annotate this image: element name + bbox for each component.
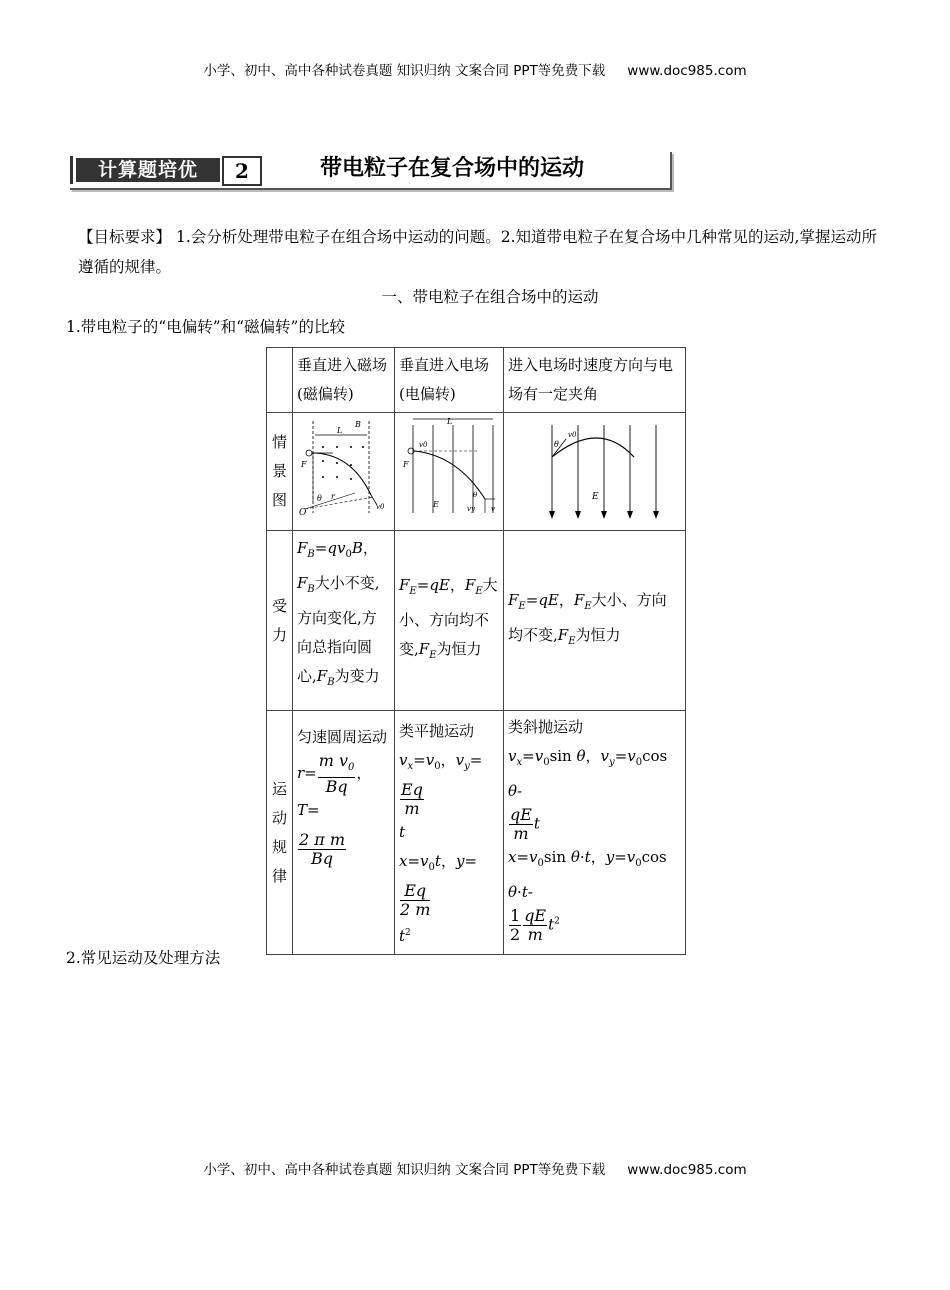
fig1-label-o: O <box>299 508 307 518</box>
motion-electric: 类平抛运动 $v_x=v_0$，$v_y=$ $\frac{Eq}{m}$ t $x=v_0t$，y= $\frac{Eq}{2 m}$ $t^2$ <box>395 711 504 955</box>
item-2-heading: 2.常见运动及处理方法 <box>66 949 221 967</box>
row-header-motion: 运动规律 <box>267 711 293 955</box>
fig2-label-v0: v0 <box>419 441 428 449</box>
banner-number: 2 <box>222 156 262 186</box>
motion-oblique-displacement: $x=v_0\sin$ θ·t，$y=v_0\cos$ θ·t- <box>508 848 667 901</box>
motion-oblique-label: 类斜抛运动 <box>508 718 584 736</box>
motion-electric-label: 类平抛运动 <box>399 722 475 740</box>
fig2-label-v: v <box>491 505 495 513</box>
banner-title: 带电粒子在复合场中的运动 <box>320 156 585 181</box>
fig2-label-f: F <box>403 460 409 469</box>
goal-text: 1.会分析处理带电粒子在组合场中运动的问题。2.知道带电粒子在复合场中几种常见的运动,掌握运动所遵循的规律。 <box>78 228 877 276</box>
fig2-label-e: E <box>433 500 439 509</box>
force-oblique: $F_E=qE$，$F_E$大小、方向均不变$,F_E$为恒力 <box>504 531 686 711</box>
row-header-figure: 情景图 <box>267 413 293 531</box>
comparison-table <box>266 347 686 955</box>
banner-bar <box>70 156 73 184</box>
header-site[interactable]: www.doc985.com <box>627 63 747 79</box>
fig3-label-theta: θ <box>554 440 559 449</box>
section-heading: 一、带电粒子在组合场中的运动 <box>381 288 599 306</box>
motion-magnetic-period: $\frac{\text{2 π m}}{Bq}$ <box>299 830 346 869</box>
figure-oblique-cell <box>504 413 686 531</box>
fig3-label-e: E <box>592 492 599 502</box>
footer-text: 小学、初中、高中各种试卷真题 知识归纳 文案合同 PPT等免费下载 <box>203 1162 606 1178</box>
force-oblique-desc: 大小、方向均不变, <box>508 590 667 644</box>
motion-magnetic-radius: r= $\frac{m v_0}{Bq}$ ，T= <box>297 751 372 820</box>
banner-label: 计算题培优 <box>76 158 220 182</box>
fig1-label-v0: v0 <box>376 503 385 511</box>
figure-magnetic-cell <box>293 413 395 531</box>
fig1-label-r: r <box>331 492 335 501</box>
row-header-force: 受力 <box>267 531 293 711</box>
col-header-magnetic: 垂直进入磁场(磁偏转) <box>293 348 395 413</box>
magnetic-deflection-figure <box>293 413 393 529</box>
fig3-label-v0: v0 <box>568 431 577 439</box>
force-electric-desc: 大小、方向均不变, <box>399 576 498 658</box>
motion-oblique-velocity: $v_x=v_0\sin$ θ，$v_y=v_0\cos$ θ- <box>508 747 668 800</box>
force-magnetic-desc: 大小不变,方向变化,方向总指向圆心, <box>297 574 380 685</box>
fig2-label-theta: θ <box>473 491 478 499</box>
force-electric: $F_E=qE$，$F_E$大小、方向均不变$,F_E$为恒力 <box>395 531 504 711</box>
fig1-label-f: F <box>301 460 307 469</box>
goal-paragraph <box>78 222 878 282</box>
motion-electric-velocity: $v_x=v_0$，$v_y=$ $\frac{Eq}{m}$ <box>399 751 483 818</box>
figure-electric-cell <box>395 413 504 531</box>
motion-magnetic-label: 匀速圆周运动 <box>297 728 388 746</box>
corner-cell <box>267 348 293 413</box>
electric-deflection-figure <box>395 413 503 529</box>
col-header-oblique: 进入电场时速度方向与电场有一定夹角 <box>504 348 686 413</box>
motion-oblique: 类斜抛运动 $v_x=v_0\sin$ θ，$v_y=v_0\cos$ θ- $\frac{qE}{m}$ t $x=v_0\sin$ θ·t，$y=v_0\cos$ θ·t- $\frac{1}{2}$ $\frac{qE}{m}$ $t^2$ <box>504 711 686 955</box>
fig1-label-b: B <box>355 420 361 429</box>
fig1-label-l: L <box>337 426 343 435</box>
chapter-banner <box>70 152 672 192</box>
force-electric-tail: 为恒力 <box>436 640 482 658</box>
footer-site[interactable]: www.doc985.com <box>627 1162 747 1178</box>
fig2-label-l: L <box>447 417 453 426</box>
force-magnetic: $F_B=qv_0B$，$F_B$大小不变,方向变化,方向总指向圆心$,F_B$为变力 <box>293 531 395 711</box>
motion-electric-displacement: $x=v_0t$，y= $\frac{Eq}{2 m}$ <box>399 852 478 919</box>
page-header <box>0 59 950 79</box>
motion-magnetic <box>293 711 395 955</box>
goal-tag: 【目标要求】 <box>78 228 172 246</box>
fig1-label-theta: θ <box>317 494 322 503</box>
item-1-heading: 1.带电粒子的“电偏转”和“磁偏转”的比较 <box>66 318 345 336</box>
force-oblique-tail: 为恒力 <box>575 625 621 644</box>
col-header-electric: 垂直进入电场(电偏转) <box>395 348 504 413</box>
force-magnetic-tail: 为变力 <box>334 667 380 685</box>
fig2-label-vy: vy <box>467 505 475 513</box>
header-text: 小学、初中、高中各种试卷真题 知识归纳 文案合同 PPT等免费下载 <box>203 63 606 79</box>
page-footer <box>0 1158 950 1178</box>
oblique-projectile-figure <box>504 413 685 529</box>
